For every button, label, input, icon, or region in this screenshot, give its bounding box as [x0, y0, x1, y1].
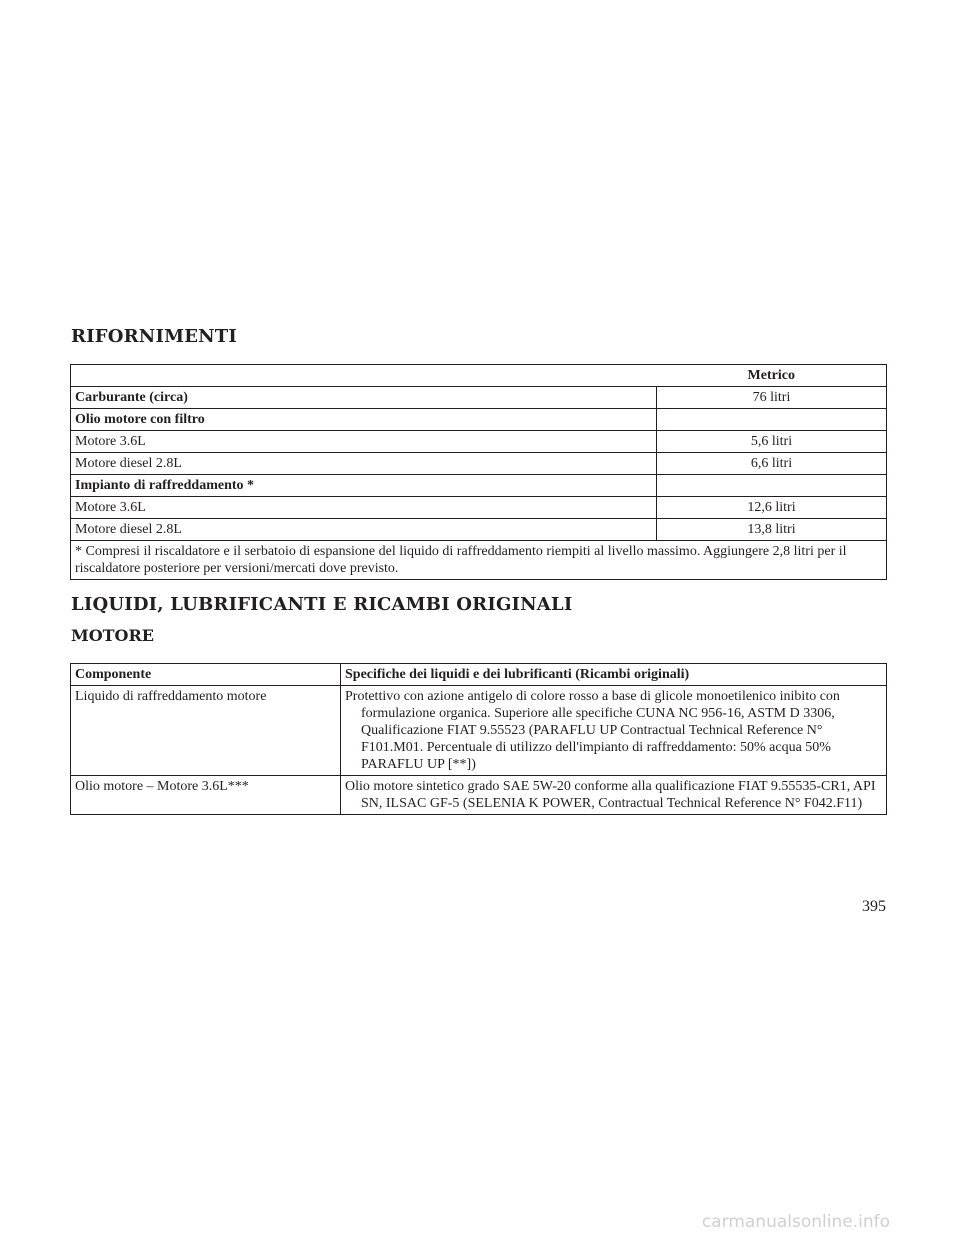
refill-item-value: 76 litri: [657, 387, 887, 409]
table-header-row: [71, 664, 887, 686]
refill-item-value: [657, 409, 887, 431]
table-row: [71, 519, 887, 541]
refill-capacity-table: [70, 364, 887, 580]
component-cell: Olio motore – Motore 3.6L***: [71, 776, 341, 815]
refill-item-label: Olio motore con filtro: [71, 409, 657, 431]
refill-item-value: 13,8 litri: [657, 519, 887, 541]
section-title-liquidi: LIQUIDI, LUBRIFICANTI E RICAMBI ORIGINALI: [71, 594, 573, 615]
refill-item-value: 5,6 litri: [657, 431, 887, 453]
spec-column-header: Specifiche dei liquidi e dei lubrificanti (Ricambi originali): [341, 664, 887, 686]
spec-cell-text: Olio motore sintetico grado SAE 5W-20 conforme alla qualificazione FIAT 9.55535-CR1, API SN, ILSAC GF-5 (SELENIA K POWER, Contractual Technical Reference N° F042.F11): [345, 779, 876, 811]
component-column-header: Componente: [71, 664, 341, 686]
refill-item-label: Carburante (circa): [71, 387, 657, 409]
table-footnote-row: [71, 541, 887, 580]
page-number: 395: [862, 898, 886, 915]
table-row: [71, 686, 887, 776]
refill-item-label: Motore diesel 2.8L: [71, 453, 657, 475]
table-row: [71, 776, 887, 815]
component-cell: Liquido di raffreddamento motore: [71, 686, 341, 776]
table-row: [71, 387, 887, 409]
table-row: [71, 453, 887, 475]
metric-column-header: Metrico: [657, 365, 887, 387]
refill-item-label: Impianto di raffreddamento *: [71, 475, 657, 497]
table-row: [71, 475, 887, 497]
refill-item-value: [657, 475, 887, 497]
refill-item-value: 12,6 litri: [657, 497, 887, 519]
watermark: carmanualsonline.info: [701, 1212, 890, 1232]
table-row: [71, 409, 887, 431]
refill-item-value: 6,6 litri: [657, 453, 887, 475]
spec-cell: [341, 776, 887, 815]
refill-footnote: * Compresi il riscaldatore e il serbatoio di espansione del liquido di raffreddamento riempiti al livello massimo. Aggiungere 2,8 litri per il riscaldatore posteriore per versioni/mercati dove previsto.: [71, 541, 887, 580]
spec-cell: [341, 686, 887, 776]
subsection-title-motore: MOTORE: [71, 626, 154, 645]
refill-item-label: Motore diesel 2.8L: [71, 519, 657, 541]
refill-item-label: Motore 3.6L: [71, 497, 657, 519]
section-title-rifornimenti: RIFORNIMENTI: [71, 326, 237, 347]
fluid-specs-table: [70, 663, 887, 815]
table-row: [71, 497, 887, 519]
table-row: [71, 431, 887, 453]
spec-cell-text: Protettivo con azione antigelo di colore rosso a base di glicole monoetilenico inibito con formulazione organica. Superiore alle specifiche CUNA NC 956-16, ASTM D 3306, Qualificazione FIAT 9.55523 (PARAFLU UP Contractual Technical Reference N° F101.M01. Percentuale di utilizzo dell'impianto di raffreddamento: 50% acqua 50% PARAFLU UP [**]): [345, 689, 840, 772]
table-header-row: [71, 365, 887, 387]
refill-item-label: Motore 3.6L: [71, 431, 657, 453]
